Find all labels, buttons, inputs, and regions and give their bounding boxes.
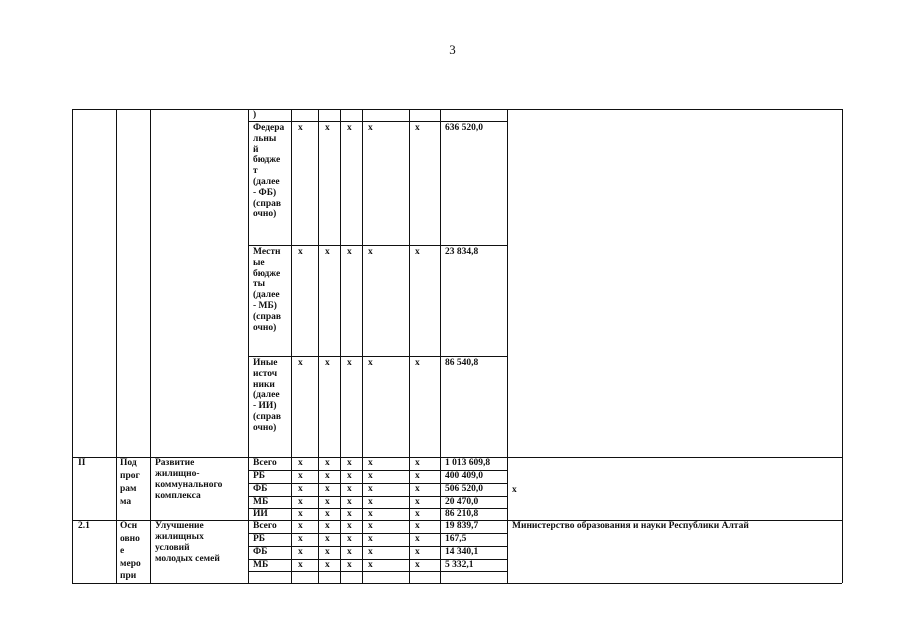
x-mark: x xyxy=(368,509,373,519)
amount-value: 167,5 xyxy=(445,534,467,544)
column-border xyxy=(150,109,151,583)
x-mark: x xyxy=(298,247,303,257)
funding-source-label: РБ xyxy=(253,471,266,481)
x-mark: x xyxy=(415,247,420,257)
column-border xyxy=(440,109,441,583)
funding-source-label: (далее xyxy=(253,290,280,301)
funding-source-label: (далее xyxy=(253,177,280,187)
row-border xyxy=(248,356,507,357)
x-mark: x xyxy=(298,547,303,557)
x-mark: x xyxy=(325,547,330,557)
column-border xyxy=(291,109,292,583)
row-border xyxy=(248,571,507,572)
row-type-label: е xyxy=(120,546,125,556)
x-mark: x xyxy=(347,509,352,519)
funding-source-label: Федера xyxy=(253,123,285,133)
x-mark: x xyxy=(368,247,373,257)
funding-source-label: - ИИ) xyxy=(253,401,277,412)
amount-value: 23 834,8 xyxy=(445,247,479,257)
column-border xyxy=(340,109,341,583)
x-mark: x xyxy=(298,123,303,133)
x-mark: x xyxy=(325,534,330,544)
row-name: Развитие xyxy=(155,458,195,468)
row-type-label: Под xyxy=(120,458,137,468)
funding-source-label: МБ xyxy=(253,560,269,570)
x-mark: x xyxy=(368,547,373,557)
x-mark: x xyxy=(298,534,303,544)
x-mark: x xyxy=(415,521,420,531)
x-mark: x xyxy=(298,560,303,570)
x-mark: x xyxy=(415,458,420,468)
x-mark: x xyxy=(368,521,373,531)
column-border xyxy=(842,109,843,583)
x-mark: x xyxy=(347,547,352,557)
funding-source-label: бюдже xyxy=(253,268,281,279)
x-mark: x xyxy=(325,471,330,481)
row-border xyxy=(248,245,507,246)
column-border xyxy=(72,109,73,583)
row-type-label: прог xyxy=(120,471,140,481)
x-mark: x xyxy=(368,484,373,494)
amount-value: 5 332,1 xyxy=(445,560,474,570)
amount-value: 14 340,1 xyxy=(445,547,479,557)
x-mark: x xyxy=(298,509,303,519)
funding-source-label: (справ xyxy=(253,311,282,322)
x-mark: x xyxy=(368,123,373,133)
x-mark: x xyxy=(347,458,352,468)
x-mark: x xyxy=(415,484,420,494)
x-mark: x xyxy=(415,560,420,570)
x-mark: x xyxy=(325,484,330,494)
funding-source-label: ые xyxy=(253,257,265,268)
x-mark: x xyxy=(347,534,352,544)
row-name: жилищно- xyxy=(155,469,200,479)
table-top-border xyxy=(72,109,842,110)
funding-source-label: Всего xyxy=(253,458,277,468)
funding-source-label: (далее xyxy=(253,390,280,401)
x-mark: x xyxy=(325,497,330,507)
row-type-label: рам xyxy=(120,484,137,494)
funding-source-label: ники xyxy=(253,379,275,390)
x-mark: x xyxy=(325,358,330,368)
funding-source-label: ты xyxy=(253,279,266,290)
x-mark: x xyxy=(368,458,373,468)
funding-source-label: МБ xyxy=(253,497,269,507)
x-mark: x xyxy=(298,497,303,507)
funding-source-label: (справ xyxy=(253,198,282,209)
column-border xyxy=(248,109,249,583)
funding-source-label: бюдже xyxy=(253,155,281,166)
x-mark: x xyxy=(325,560,330,570)
amount-value: 506 520,0 xyxy=(445,484,483,494)
amount-value: 636 520,0 xyxy=(445,123,483,133)
x-mark: x xyxy=(368,560,373,570)
table-bottom-border xyxy=(72,583,842,584)
funding-source-label: очно) xyxy=(253,422,277,433)
row-type-label: Осн xyxy=(120,521,138,531)
column-border xyxy=(116,109,117,583)
row-type-label: ма xyxy=(120,497,132,507)
column-border xyxy=(507,109,508,583)
x-mark: x xyxy=(298,358,303,368)
x-mark: x xyxy=(347,560,352,570)
x-mark: x xyxy=(368,497,373,507)
x-mark: x xyxy=(325,247,330,257)
x-mark: x xyxy=(347,247,352,257)
x-mark: x xyxy=(298,471,303,481)
funding-source-label: т xyxy=(253,166,258,177)
funding-source-label: й xyxy=(253,144,259,155)
row-name: комплекса xyxy=(155,491,201,501)
funding-source-label: Иные xyxy=(253,358,278,368)
row-type-label: меро xyxy=(120,558,141,569)
x-mark: x xyxy=(325,521,330,531)
funding-source-label: - ФБ) xyxy=(253,187,277,198)
x-mark: x xyxy=(415,497,420,507)
x-mark: x xyxy=(325,509,330,519)
x-mark: x xyxy=(298,458,303,468)
x-mark: x xyxy=(368,471,373,481)
x-mark: x xyxy=(298,484,303,494)
x-mark: x xyxy=(415,509,420,519)
amount-value: 86 540,8 xyxy=(445,358,479,368)
funding-source-label: очно) xyxy=(253,322,277,333)
x-mark: x xyxy=(415,534,420,544)
x-mark: x xyxy=(368,358,373,368)
funding-source-label: очно) xyxy=(253,209,277,220)
x-mark: x xyxy=(415,358,420,368)
funding-source-label: ФБ xyxy=(253,547,268,557)
continuation-mark: ) xyxy=(253,110,257,120)
funding-source-label: - МБ) xyxy=(253,301,277,311)
column-border xyxy=(409,109,410,583)
row-name: жилищных xyxy=(155,532,204,542)
x-mark: x xyxy=(325,123,330,133)
x-mark: x xyxy=(368,534,373,544)
row-name: молодых семей xyxy=(155,554,220,564)
x-mark: x xyxy=(298,521,303,531)
x-mark: x xyxy=(415,471,420,481)
x-mark: x xyxy=(415,123,420,133)
x-mark: x xyxy=(347,521,352,531)
x-mark: x xyxy=(347,123,352,133)
funding-source-label: ФБ xyxy=(253,484,268,494)
row-number: II xyxy=(78,458,86,468)
executor-cell: x xyxy=(512,485,517,495)
row-border xyxy=(248,533,507,534)
row-name: Улучшение xyxy=(155,521,204,531)
funding-source-label: ИИ xyxy=(253,509,268,519)
funding-source-label: (справ xyxy=(253,412,282,422)
x-mark: x xyxy=(347,471,352,481)
funding-source-label: льны xyxy=(253,133,277,144)
row-type-label: овно xyxy=(120,533,140,544)
x-mark: x xyxy=(415,547,420,557)
row-name: коммунального xyxy=(155,480,223,490)
amount-value: 19 839,7 xyxy=(445,521,479,531)
x-mark: x xyxy=(347,358,352,368)
row-border xyxy=(248,121,507,122)
executor-cell: Министерство образования и науки Республики Алтай xyxy=(512,521,749,531)
page-number: 3 xyxy=(449,42,456,57)
row-number: 2.1 xyxy=(78,521,90,531)
x-mark: x xyxy=(347,484,352,494)
x-mark: x xyxy=(325,458,330,468)
x-mark: x xyxy=(347,497,352,507)
funding-source-label: источ xyxy=(253,368,278,379)
amount-value: 86 210,8 xyxy=(445,509,479,519)
amount-value: 400 409,0 xyxy=(445,471,483,481)
column-border xyxy=(318,109,319,583)
amount-value: 1 013 609,8 xyxy=(445,458,491,468)
funding-source-label: Всего xyxy=(253,521,277,531)
row-type-label: при xyxy=(120,571,137,581)
column-border xyxy=(362,109,363,583)
row-name: условий xyxy=(155,543,190,553)
funding-source-label: Местн xyxy=(253,247,281,257)
funding-source-label: РБ xyxy=(253,534,266,544)
amount-value: 20 470,0 xyxy=(445,497,479,507)
